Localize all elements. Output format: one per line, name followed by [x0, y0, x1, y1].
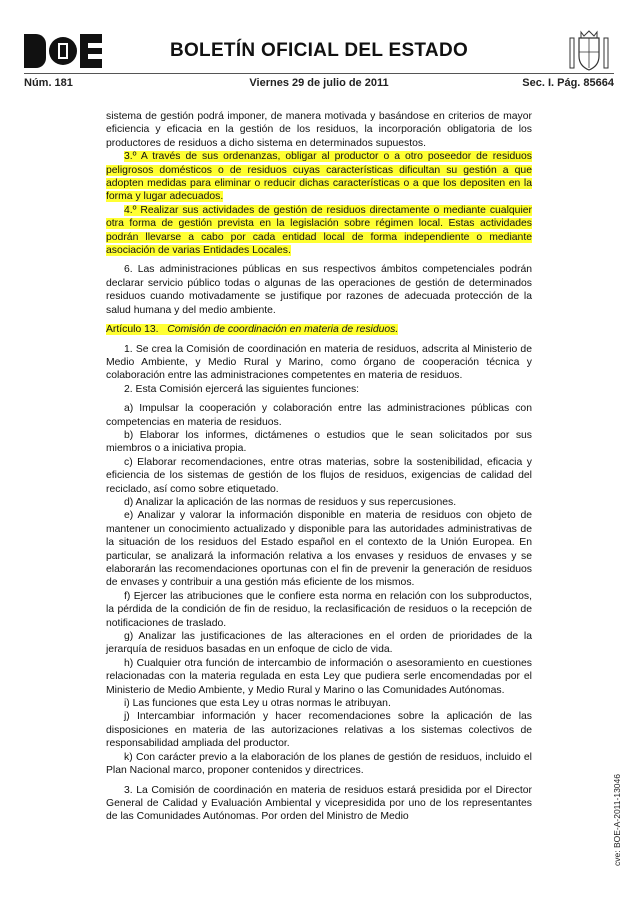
section-page: Sec. I. Pág. 85664 — [522, 77, 614, 89]
list-item: c) Elaborar recomendaciones, entre otras materias, sobre la sostenibilidad, eficacia y eficiencia de los sistemas de gestión de los flujos de residuos, exigencias de calidad del reciclado, así como sobre etiquetado. — [106, 456, 532, 495]
paragraph: 1. Se crea la Comisión de coordinación en materia de residuos, adscrita al Ministerio de Medio Ambiente, y Medio Rural y Marino, como órgano de cooperación técnica y colaboración entre las administraciones competentes en materia de residuos. — [106, 343, 532, 382]
paragraph-highlighted: 4.º Realizar sus actividades de gestión de residuos directamente o mediante cualquier otra forma de gestión prevista en la legislación sobre régimen local. Estas actividades podrán llevarse a cabo por cada entidad local de forma independiente o mediante asociación de varias Entidades Locales. — [106, 204, 532, 257]
paragraph: 2. Esta Comisión ejercerá las siguientes funciones: — [124, 383, 360, 395]
list-item: e) Analizar y valorar la información disponible en materia de residuos con objeto de mantener un conocimiento actualizado y disponible para las autoridades administrativas de la situación de los residuos del Estado español en el contexto de la Unión Europea. En particular, se analizará la información relativa a los envases y residuos de envases y se elaborarán las recomendaciones oportunas con el fin de prevenir la generación de residuos de envases y contribuir a una gestión más eficiente de los mismos. — [106, 510, 532, 589]
list-item: g) Analizar las justificaciones de las alteraciones en el orden de prioridades de la jerarquía de residuos basadas en un enfoque de ciclo de vida. — [106, 631, 532, 656]
coat-of-arms-icon — [567, 28, 611, 76]
list-item: b) Elaborar los informes, dictámenes o estudios que le sean solicitados por sus miembros o a iniciativa propia. — [106, 429, 532, 455]
page-title: BOLETÍN OFICIAL DEL ESTADO — [169, 40, 469, 61]
list-item: f) Ejercer las atribuciones que le confiere esta norma en relación con los subproductos, la pérdida de la condición de fin de residuo, la reclasificación de residuos o la recepción de notificaciones de traslado. — [106, 590, 532, 629]
list-item: k) Con carácter previo a la elaboración de los planes de gestión de residuos, incluido el Plan Nacional marco, proponer contenidos y directrices. — [106, 751, 532, 777]
article-label: Artículo 13. — [106, 324, 159, 336]
paragraph: sistema de gestión podrá imponer, de manera motivada y basándose en criterios de mayor eficiencia y eficacia en la gestión de los residuos, la incorporación obligatoria de los productores de residuos a dicho sistema en determinados supuestos. — [106, 111, 532, 149]
list-item: a) Impulsar la cooperación y colaboración entre las administraciones públicas con competencias en materia de residuos. — [106, 403, 532, 428]
paragraph: 6. Las administraciones públicas en sus respectivos ámbitos competenciales podrán declarar servicio público todas o algunas de las operaciones de gestión de determinados residuos cuando motivadamente se justifique por razones de adecuada protección de la salud humana y del medio ambiente. — [106, 264, 532, 316]
list-item: j) Intercambiar información y hacer recomendaciones sobre la aplicación de las disposiciones en materia de las autorizaciones relativas a los sistemas colectivos de responsabilidad ampliada del productor. — [106, 711, 532, 750]
list-item: i) Las funciones que esta Ley u otras normas le atribuyan. — [124, 698, 391, 710]
list-item: h) Cualquier otra función de intercambio de información o asesoramiento en cuestiones relacionadas con la materia regulada en esta Ley que pudiera serle encomendadas por el Ministerio de Medio Ambiente, y Medio Rural y Marino o las Comunidades Autónomas. — [106, 657, 532, 696]
article-title: Comisión de coordinación en materia de residuos. — [167, 324, 399, 336]
issue-date: Viernes 29 de julio de 2011 — [249, 77, 389, 89]
article-heading — [106, 323, 532, 336]
issue-number: Núm. 181 — [24, 77, 73, 89]
cve-identifier: cve: BOE-A-2011-13046 — [612, 774, 622, 866]
paragraph: 3. La Comisión de coordinación en materia de residuos estará presidida por el Director General de Calidad y Evaluación Ambiental y vicepresidida por uno de los representantes de las Comunidades Autónomas. Por orden del Ministro de Medio — [106, 784, 532, 823]
paragraph-highlighted: 3.º A través de sus ordenanzas, obligar al productor o a otro poseedor de residuos peligrosos domésticos o de residuos cuyas características dificultan su gestión a que adopten medidas para eliminar o reducir dichas características o a que los depositen en la forma y lugar adecuados. — [106, 151, 532, 203]
header-divider — [24, 73, 614, 74]
list-item: d) Analizar la aplicación de las normas de residuos y sus repercusiones. — [124, 496, 457, 508]
document-body — [106, 110, 532, 830]
